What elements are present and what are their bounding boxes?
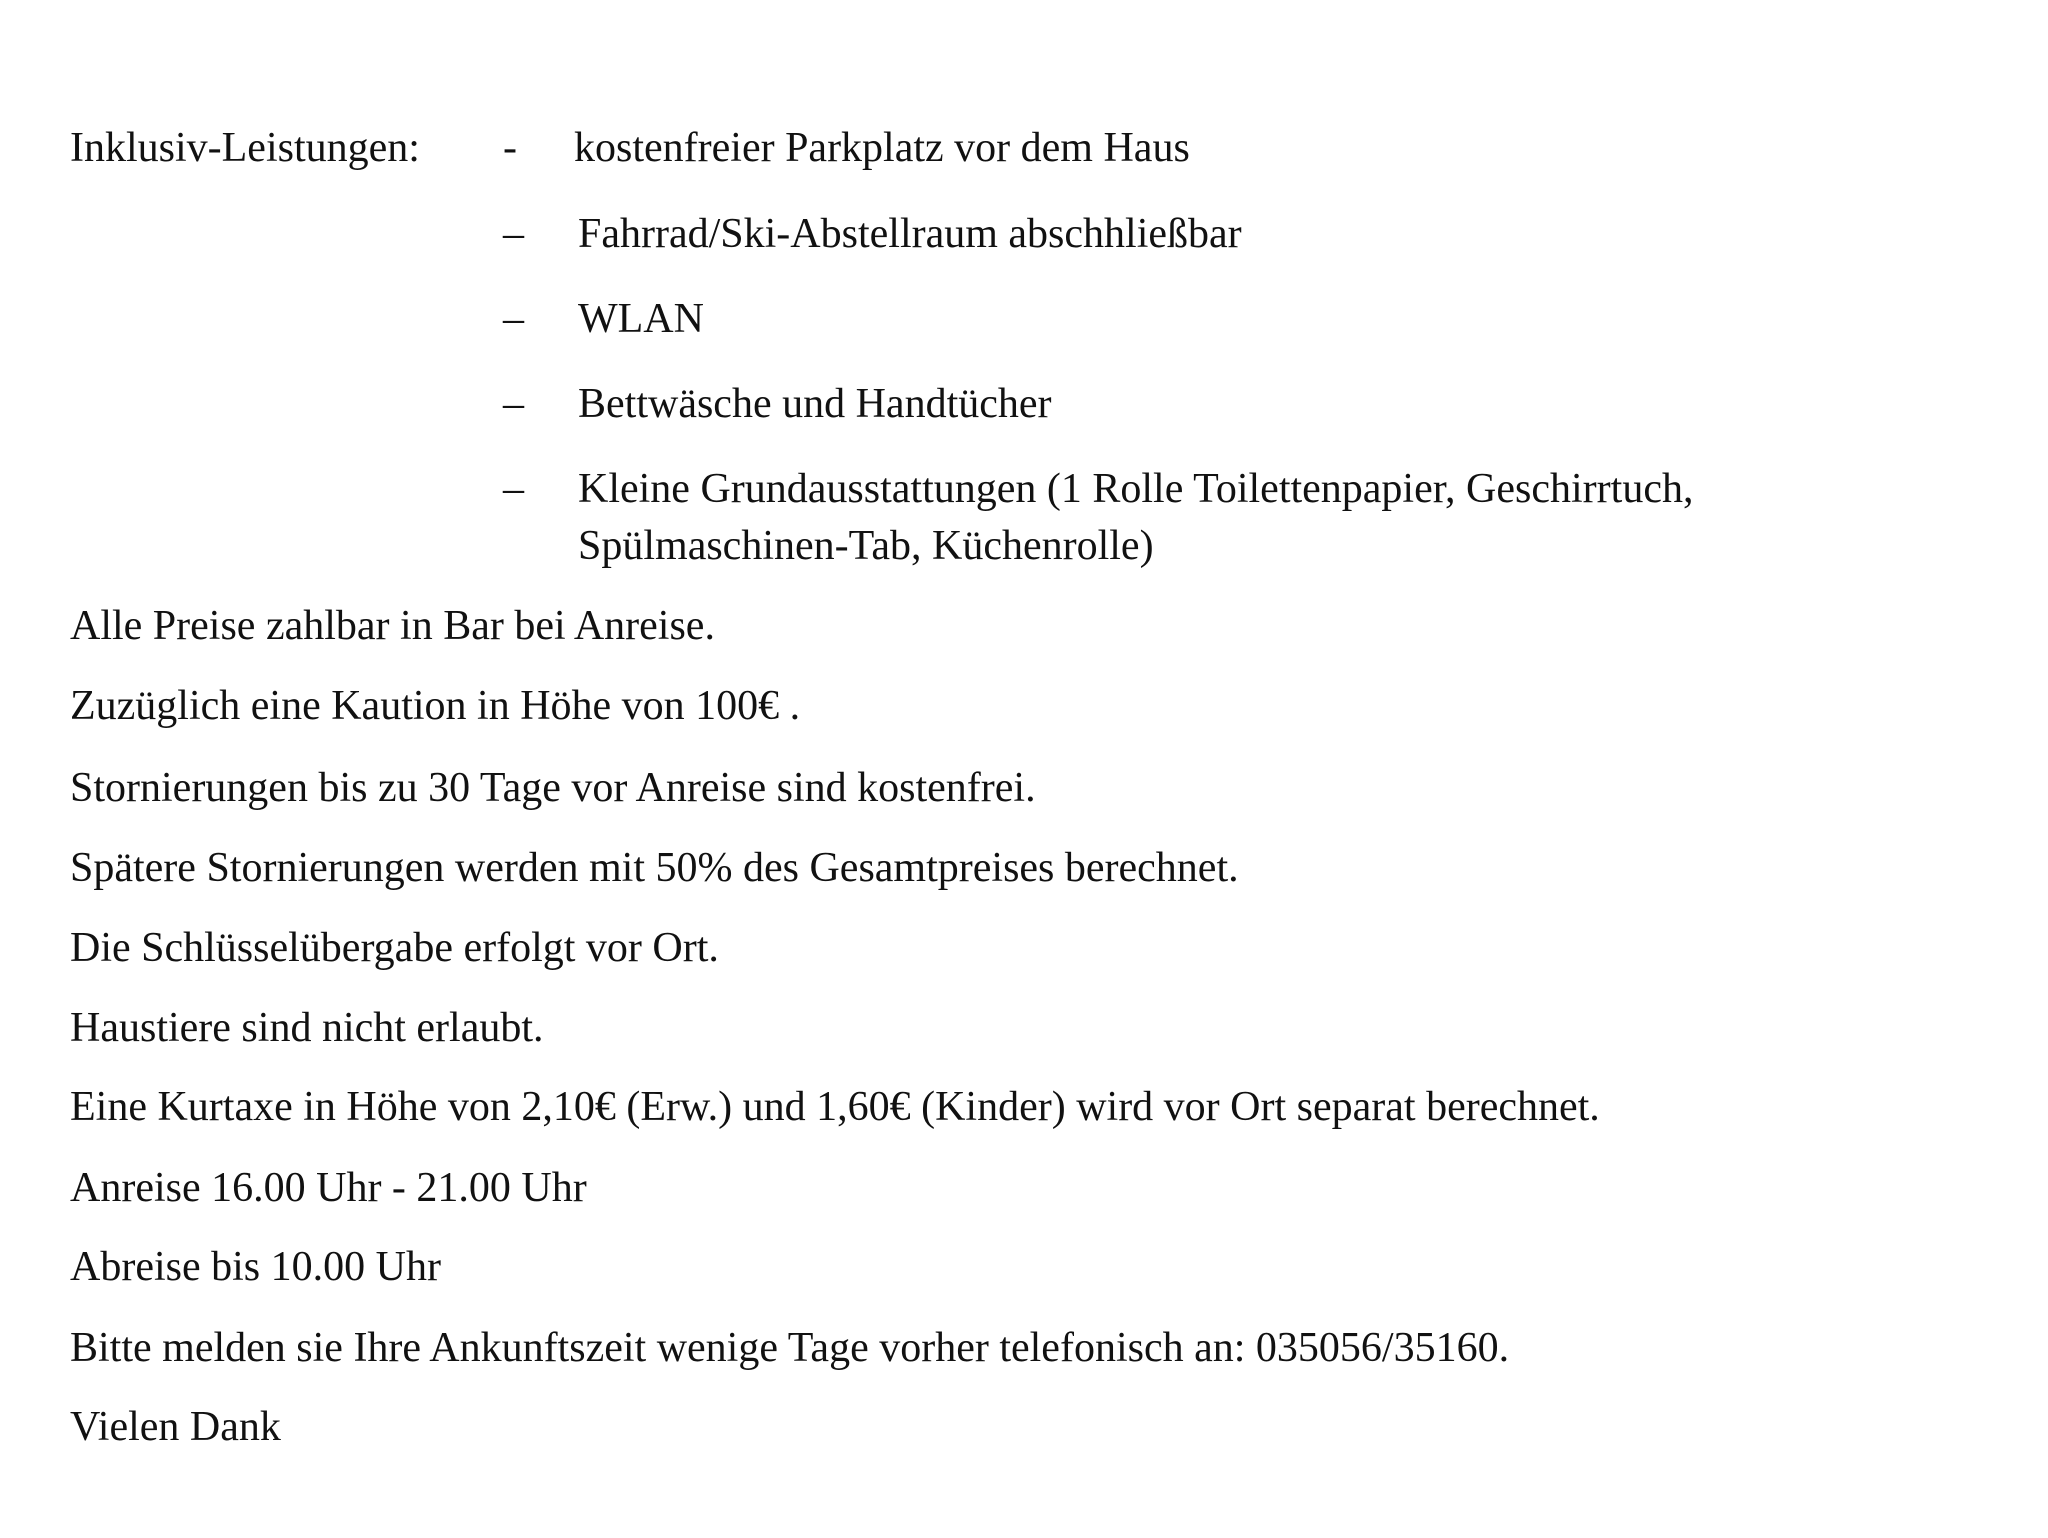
closing-thanks: Vielen Dank	[70, 1404, 281, 1450]
list-item: Fahrrad/Ski-Abstellraum abschhließbar	[578, 211, 1242, 257]
list-dash: -	[503, 125, 517, 171]
cancellation-free-note: Stornierungen bis zu 30 Tage vor Anreise sind kostenfrei.	[70, 765, 1036, 811]
late-cancellation-note: Spätere Stornierungen werden mit 50% des Gesamtpreises berechnet.	[70, 845, 1239, 891]
list-dash: –	[503, 296, 524, 342]
key-handover-note: Die Schlüsselübergabe erfolgt vor Ort.	[70, 925, 719, 971]
list-dash: –	[503, 211, 524, 257]
list-item: kostenfreier Parkplatz vor dem Haus	[574, 125, 1190, 171]
list-dash: –	[503, 466, 524, 512]
arrival-time: Anreise 16.00 Uhr - 21.00 Uhr	[70, 1165, 587, 1211]
tourist-tax-note: Eine Kurtaxe in Höhe von 2,10€ (Erw.) und 1,60€ (Kinder) wird vor Ort separat berechnet.	[70, 1084, 1600, 1130]
list-item: Kleine Grundausstattungen (1 Rolle Toilettenpapier, Geschirrtuch,	[578, 466, 1694, 512]
pets-note: Haustiere sind nicht erlaubt.	[70, 1005, 544, 1051]
inclusive-services-label: Inklusiv-Leistungen:	[70, 125, 420, 171]
deposit-note: Zuzüglich eine Kaution in Höhe von 100€ .	[70, 683, 801, 729]
departure-time: Abreise bis 10.00 Uhr	[70, 1244, 441, 1290]
arrival-contact-note: Bitte melden sie Ihre Ankunftszeit wenige Tage vorher telefonisch an: 035056/35160.	[70, 1325, 1510, 1371]
list-item: WLAN	[578, 296, 704, 342]
list-dash: –	[503, 381, 524, 427]
list-item-continuation: Spülmaschinen-Tab, Küchenrolle)	[578, 523, 1154, 569]
payment-note: Alle Preise zahlbar in Bar bei Anreise.	[70, 603, 715, 649]
list-item: Bettwäsche und Handtücher	[578, 381, 1052, 427]
